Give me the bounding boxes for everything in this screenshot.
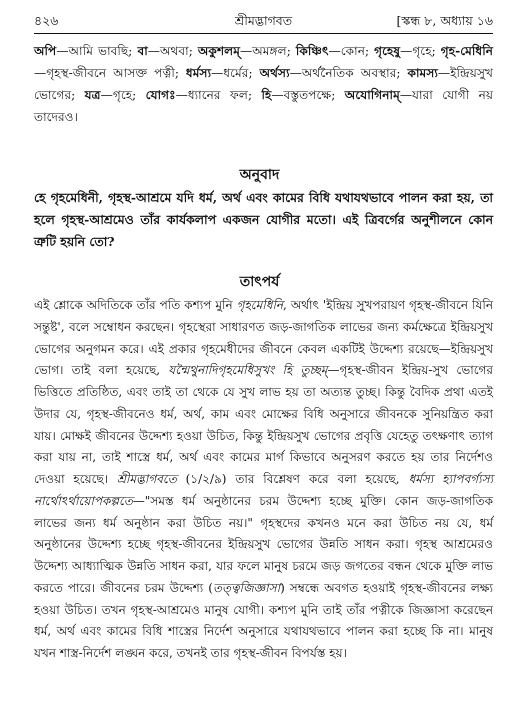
synonym-term: কামস্য (407, 66, 438, 80)
page-header (34, 8, 493, 34)
synonym-term: অর্থস্য (259, 66, 290, 80)
synonym-meaning: ইন্দ্রিয়সুখ ভোগের; (34, 66, 494, 102)
synonym-meaning: গৃহে; (412, 44, 436, 58)
synonym-term: অযোগিনাম্ (344, 88, 400, 102)
synonym-entry: কিঞ্চিৎ—কোন; (295, 44, 370, 58)
purport-sanskrit-phrase: যন্মৈথুনাদিগৃহমেধিসুখং হি তুচ্ছম্ (168, 363, 328, 378)
translation-text: হে গৃহমেধিনী, গৃহস্থ-আশ্রমে যদি ধর্ম, অর্থ এবং কামের বিধি যথাযথভাবে পালন করা হয়, তা হলে গৃহস্থ-আশ্রমেও তাঁর কার্যকলাপ একজন যোগীর মতো। এই ত্রিবর্গের অনুশীলনে কোন ত্রুটি হয়নি তো? (34, 190, 493, 249)
synonym-entry: হি—বস্তুতপক্ষে; (261, 88, 336, 102)
purport-heading: তাৎপর্য (239, 274, 280, 290)
translation-heading: অনুবাদ (239, 167, 280, 183)
synonym-entry: ধর্মস্য—ধর্মের; (185, 66, 253, 80)
synonym-term: গৃহ-মেধিনি (440, 44, 493, 58)
synonym-entry: অকুশলম্—অমঙ্গল; (197, 44, 291, 58)
synonym-meaning: যারা যোগী নয় তাদেরও। (34, 88, 494, 124)
synonym-entry: যত্র—গৃহে; (84, 88, 137, 102)
synonym-entry: গৃহ-মেধিনি—গৃহস্থ-জীবনে আসক্ত পত্নী; (34, 44, 493, 80)
header-rule (34, 33, 493, 34)
purport-segment: —গৃহস্থ-জীবন ইন্দ্রিয়-সুখ ভোগের ভিত্তিতে প্রতিষ্ঠিত, এবং তাই তা থেকে যে সুখ লাভ হয় তা অত্যন্ত তুচ্ছ। কিন্তু বৈদিক প্রথা এতই উদার যে, গৃহস্থ-জীবনেও ধর্ম, অর্থ, কাম এবং মোক্ষের বিধি অনুসারে জীবনকে সুনিয়ন্ত্রিত করা যায়। মোক্ষই জীবনের উদ্দেশ্য হওয়া উচিত, কিন্তু ইন্দ্রিয়সুখ ভোগের প্রবৃত্তি যেহেতু তৎক্ষণাৎ ত্যাগ করা যায় না, তাই শাস্ত্রে ধর্ম, অর্থ এবং কামের মার্গ কিভাবে অনুসরণ করতে হয় তার নির্দেশও দেওয়া হয়েছে। (34, 363, 493, 486)
synonym-meaning: গৃহে; (112, 88, 137, 102)
purport-text (34, 295, 493, 665)
synonym-term: অকুশলম্ (197, 44, 241, 58)
synonym-entry: অপি—আমি ভাবছি; (34, 44, 133, 58)
synonym-meaning: আমি ভাবছি; (68, 44, 133, 58)
synonym-entry: কামস্য—ইন্দ্রিয়সুখ ভোগের; (34, 66, 494, 102)
synonym-meaning: অমঙ্গল; (252, 44, 291, 58)
purport-segment: (১/২/৯) তার বিশ্লেষণ করে বলা হয়েছে, (176, 472, 409, 486)
synonym-term: গৃহেষু (374, 44, 401, 58)
synonym-meaning: কোন; (340, 44, 370, 58)
synonym-meaning: অথবা; (159, 44, 193, 58)
synonym-term: হি (261, 88, 272, 102)
purport-segment: ) সম্বন্ধে অবগত হওয়াই গৃহস্থ-জীবনের লক্ষ্য হওয়া উচিত। তখন গৃহস্থ-আশ্রমেও মানুষ যোগী। কশ্যপ মুনি তাই তাঁর পত্নীকে জিজ্ঞাসা করেছেন ধর্ম, অর্থ এবং কামের বিধি শাস্ত্রের নির্দেশ অনুসারে যথাযথভাবে পালন করা হচ্ছে কি না। মানুষ যখন শাস্ত্র-নির্দেশ লঙ্ঘন করে, তখনই তার গৃহস্থ-জীবন বিপর্যস্ত হয়। (34, 580, 493, 660)
synonym-term: কিঞ্চিৎ (295, 44, 329, 58)
purport-segment: , অর্থাৎ 'ইন্দ্রিয় সুখপরায়ণ গৃহস্থ-জীবনে যিনি সন্তুষ্ট', বলে সম্বোধন করছেন। গৃহস্থেরা সাধারণত জড়-জাগতিক লাভের জন্য কর্মক্ষেত্রে ইন্দ্রিয়সুখ ভোগের অনুগমন করে। এই প্রকার গৃহমেধীদের জীবনে কেবল একটিই উদ্দেশ্য রয়েছে—ইন্দ্রিয়সুখ ভোগ। তাই বলা হয়েছে, (34, 298, 493, 378)
synonym-meaning: গৃহস্থ-জীবনে আসক্ত পত্নী; (46, 66, 179, 80)
synonym-term: অপি (34, 44, 57, 58)
purport-segment: —"সমস্ত ধর্ম অনুষ্ঠানের চরম উদ্দেশ্য হচ্ছে মুক্তি। কোন জড়-জাগতিক লাভের জন্য ধর্ম অনুষ্ঠান করা উচিত নয়।" গৃহস্থদের কখনও মনে করা উচিত নয় যে, ধর্ম অনুষ্ঠানের উদ্দেশ্য হচ্ছে গৃহস্থ-জীবনের ইন্দ্রিয়সুখ ভোগের উন্নতি সাধন করা। গৃহস্থ আশ্রমেরও উদ্দেশ্য আধ্যাত্মিক উন্নতি সাধন করা, যার ফলে মানুষ চরমে জড় জগতের বন্ধন থেকে মুক্তি লাভ করতে পারে। জীবনের চরম উদ্দেশ্য ( (34, 493, 493, 595)
purport-sanskrit-phrase: ধর্মস্য হ্যাপবর্গ্যস্য নার্থোঽর্থায়োপকল্পতে (34, 472, 494, 508)
synonym-term: ধর্মস্য (185, 66, 212, 80)
synonym-term: বা (137, 44, 148, 58)
synonym-entry: গৃহেষু—গৃহে; (374, 44, 436, 58)
synonym-entry: অযোগিনাম্—যারা যোগী নয় তাদেরও। (34, 88, 494, 124)
purport-sanskrit-phrase: তত্ত্বজিজ্ঞাসা (212, 580, 281, 595)
synonym-entry: যোগঃ—ধ্যানের ফল; (145, 88, 253, 102)
synonym-term: যত্র (84, 88, 101, 102)
synonym-meaning: ধর্মের; (223, 66, 253, 80)
synonym-entry: বা—অথবা; (137, 44, 193, 58)
word-for-word-synonyms (34, 40, 493, 128)
book-title: শ্রীমদ্ভাগবত (234, 13, 293, 28)
purport-segment: এই শ্লোকে অদিতিকে তাঁর পতি কশ্যপ মুনি (34, 298, 237, 312)
synonym-meaning: বস্তুতপক্ষে; (283, 88, 336, 102)
synonym-term: যোগঃ (145, 88, 176, 102)
purport-sanskrit-phrase: গৃহমেধিনি (236, 298, 284, 312)
chapter-reference: [স্কন্ধ ৮, অধ্যায় ১৬ (396, 13, 493, 28)
synonym-meaning: ধ্যানের ফল; (187, 88, 253, 102)
synonym-meaning: অর্থনৈতিক অবস্থার; (301, 66, 401, 80)
page-number: ৪২৬ (34, 13, 59, 28)
synonym-entry: অর্থস্য—অর্থনৈতিক অবস্থার; (259, 66, 401, 80)
purport-sanskrit-phrase: শ্রীমদ্ভাগবতে (116, 472, 177, 486)
